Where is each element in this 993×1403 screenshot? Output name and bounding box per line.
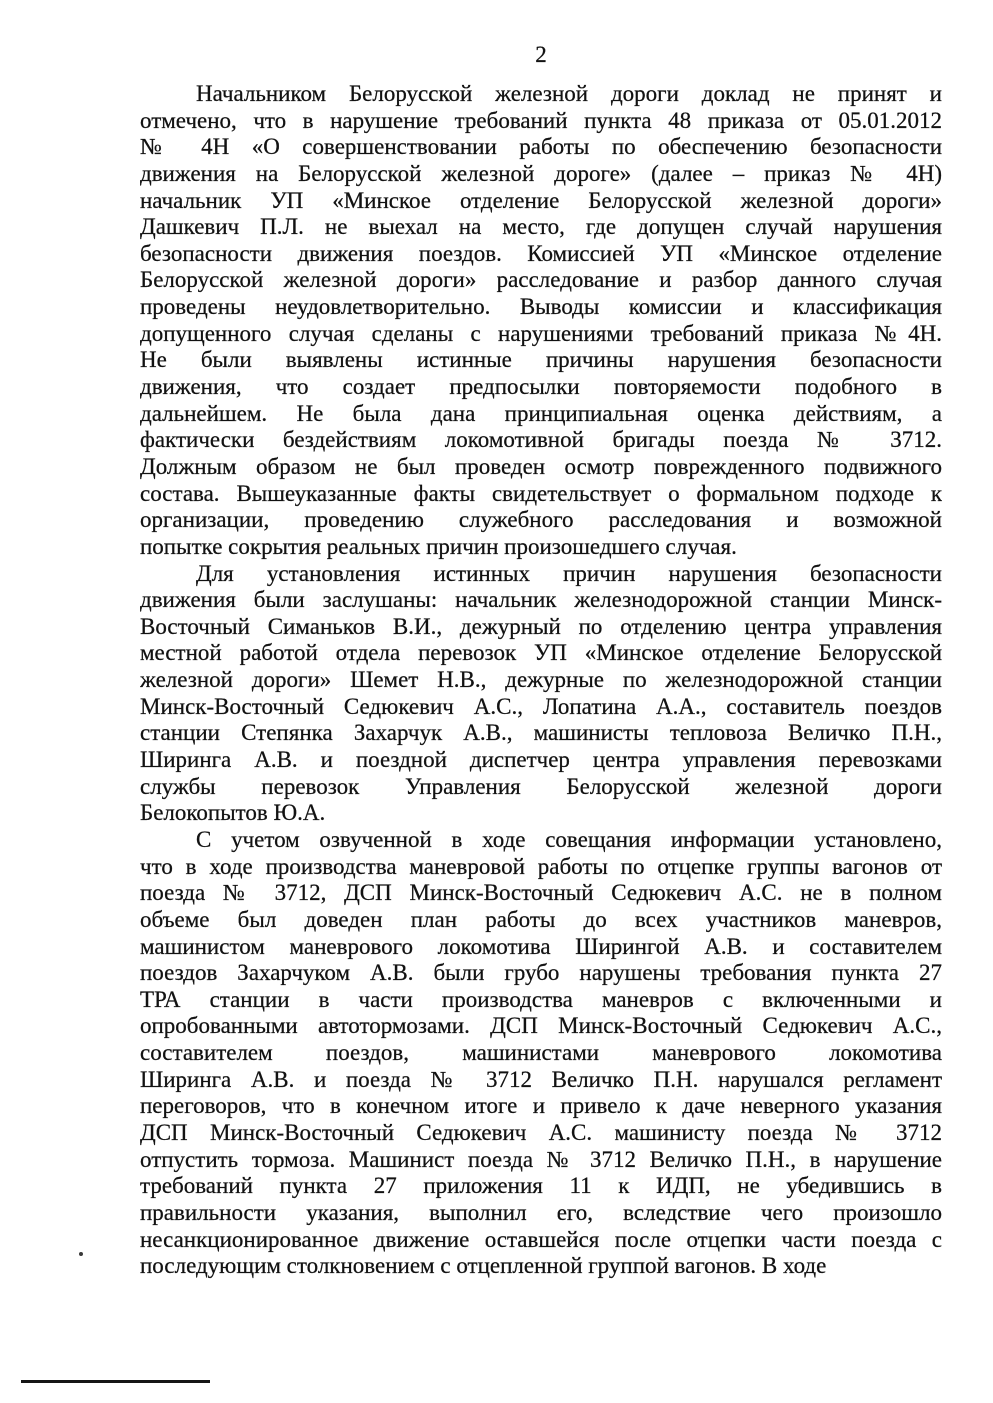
text-line: С учетом озвученной в ходе совещания информации установлено, xyxy=(196,826,942,852)
text-line: фактически бездействиям локомотивной бригады поезда № 3712. xyxy=(140,427,942,453)
page-number: 2 xyxy=(535,42,547,67)
text-line: Восточный Симаньков В.И., дежурный по отделению центра управления xyxy=(140,613,942,639)
text-line: начальник УП «Минское отделение Белорусской железной дороги» xyxy=(140,187,942,213)
text-line: машинистом маневрового локомотива Ширингой А.В. и составителем xyxy=(140,933,942,959)
document-body xyxy=(140,81,942,1280)
text-line: движения на Белорусской железной дороге» (далее – приказ № 4Н) xyxy=(140,160,942,186)
text-line: опробованными автотормозами. ДСП Минск-Восточный Седюкевич А.С., xyxy=(140,1013,942,1039)
text-line: станции Степянка Захарчук А.В., машинисты тепловоза Величко П.Н., xyxy=(140,720,942,746)
paragraph xyxy=(140,561,942,827)
text-line: движения, что создает предпосылки повторяемости подобного в xyxy=(140,374,942,400)
scan-speck xyxy=(79,1252,83,1256)
text-line: объеме был доведен план работы до всех участников маневров, xyxy=(140,906,942,932)
text-line: переговоров, что в конечном итоге и привело к даче неверного указания xyxy=(140,1093,942,1119)
text-line: отмечено, что в нарушение требований пункта 48 приказа от 05.01.2012 xyxy=(140,107,942,133)
text-line: Должным образом не был проведен осмотр поврежденного подвижного xyxy=(140,453,942,479)
text-line: безопасности движения поездов. Комиссией УП «Минское отделение xyxy=(140,240,942,266)
text-line: движения были заслушаны: начальник железнодорожной станции Минск- xyxy=(140,587,942,613)
text-line: допущенного случая сделаны с нарушениями требований приказа №4Н. xyxy=(140,320,942,346)
paragraph xyxy=(140,827,942,1280)
text-line: поезда № 3712, ДСП Минск-Восточный Седюкевич А.С. не в полном xyxy=(140,880,942,906)
text-line: Минск-Восточный Седюкевич А.С., Лопатина А.А., составитель поездов xyxy=(140,693,942,719)
paragraph xyxy=(140,81,942,561)
text-line: Ширинга А.В. и поездной диспетчер центра управления перевозками xyxy=(140,747,942,773)
text-line: № 4Н «О совершенствовании работы по обеспечению безопасности xyxy=(140,134,942,160)
text-line: составителем поездов, машинистами маневрового локомотива xyxy=(140,1040,942,1066)
text-line: последующим столкновением с отцепленной группой вагонов. В ходе xyxy=(140,1253,827,1279)
text-line: железной дороги» Шемет Н.В., дежурные по железнодорожной станции xyxy=(140,667,942,693)
text-line: дальнейшем. Не была дана принципиальная оценка действиям, а xyxy=(140,400,942,426)
text-line: поездов Захарчуком А.В. были грубо нарушены требования пункта 27 xyxy=(140,960,942,986)
text-line: Белорусской железной дороги» расследование и разбор данного случая xyxy=(140,267,942,293)
text-line: Дашкевич П.Л. не выехал на место, где допущен случай нарушения xyxy=(140,214,942,240)
text-line: ТРА станции в части производства маневров с включенными и xyxy=(140,986,942,1012)
text-line: состава. Вышеуказанные факты свидетельствует о формальном подходе к xyxy=(140,480,942,506)
text-line: несанкционированное движение оставшейся после отцепки части поезда с xyxy=(140,1226,942,1252)
text-line: службы перевозок Управления Белорусской железной дороги xyxy=(140,773,942,799)
text-line: Не были выявлены истинные причины нарушения безопасности xyxy=(140,347,942,373)
footnote-rule xyxy=(21,1380,210,1383)
text-line: ДСП Минск-Восточный Седюкевич А.С. машинисту поезда № 3712 xyxy=(140,1119,942,1145)
text-line: местной работой отдела перевозок УП «Минское отделение Белорусской xyxy=(140,640,942,666)
text-line: отпустить тормоза. Машинист поезда № 3712 Величко П.Н., в нарушение xyxy=(140,1146,942,1172)
text-line: организации, проведению служебного расследования и возможной xyxy=(140,507,942,533)
text-line: проведены неудовлетворительно. Выводы комиссии и классификация xyxy=(140,294,942,320)
text-line: Для установления истинных причин нарушения безопасности xyxy=(196,560,942,586)
text-line: правильности указания, выполнил его, вследствие чего произошло xyxy=(140,1199,942,1225)
text-line: Белокопытов Ю.А. xyxy=(140,800,326,826)
text-line: Начальником Белорусской железной дороги доклад не принят и xyxy=(196,81,942,106)
text-line: попытке сокрытия реальных причин произошедшего случая. xyxy=(140,533,737,559)
text-line: требований пункта 27 приложения 11 к ИДП, не убедившись в xyxy=(140,1173,942,1199)
text-line: что в ходе производства маневровой работы по отцепке группы вагонов от xyxy=(140,853,942,879)
text-line: Ширинга А.В. и поезда № 3712 Величко П.Н. нарушался регламент xyxy=(140,1066,942,1092)
